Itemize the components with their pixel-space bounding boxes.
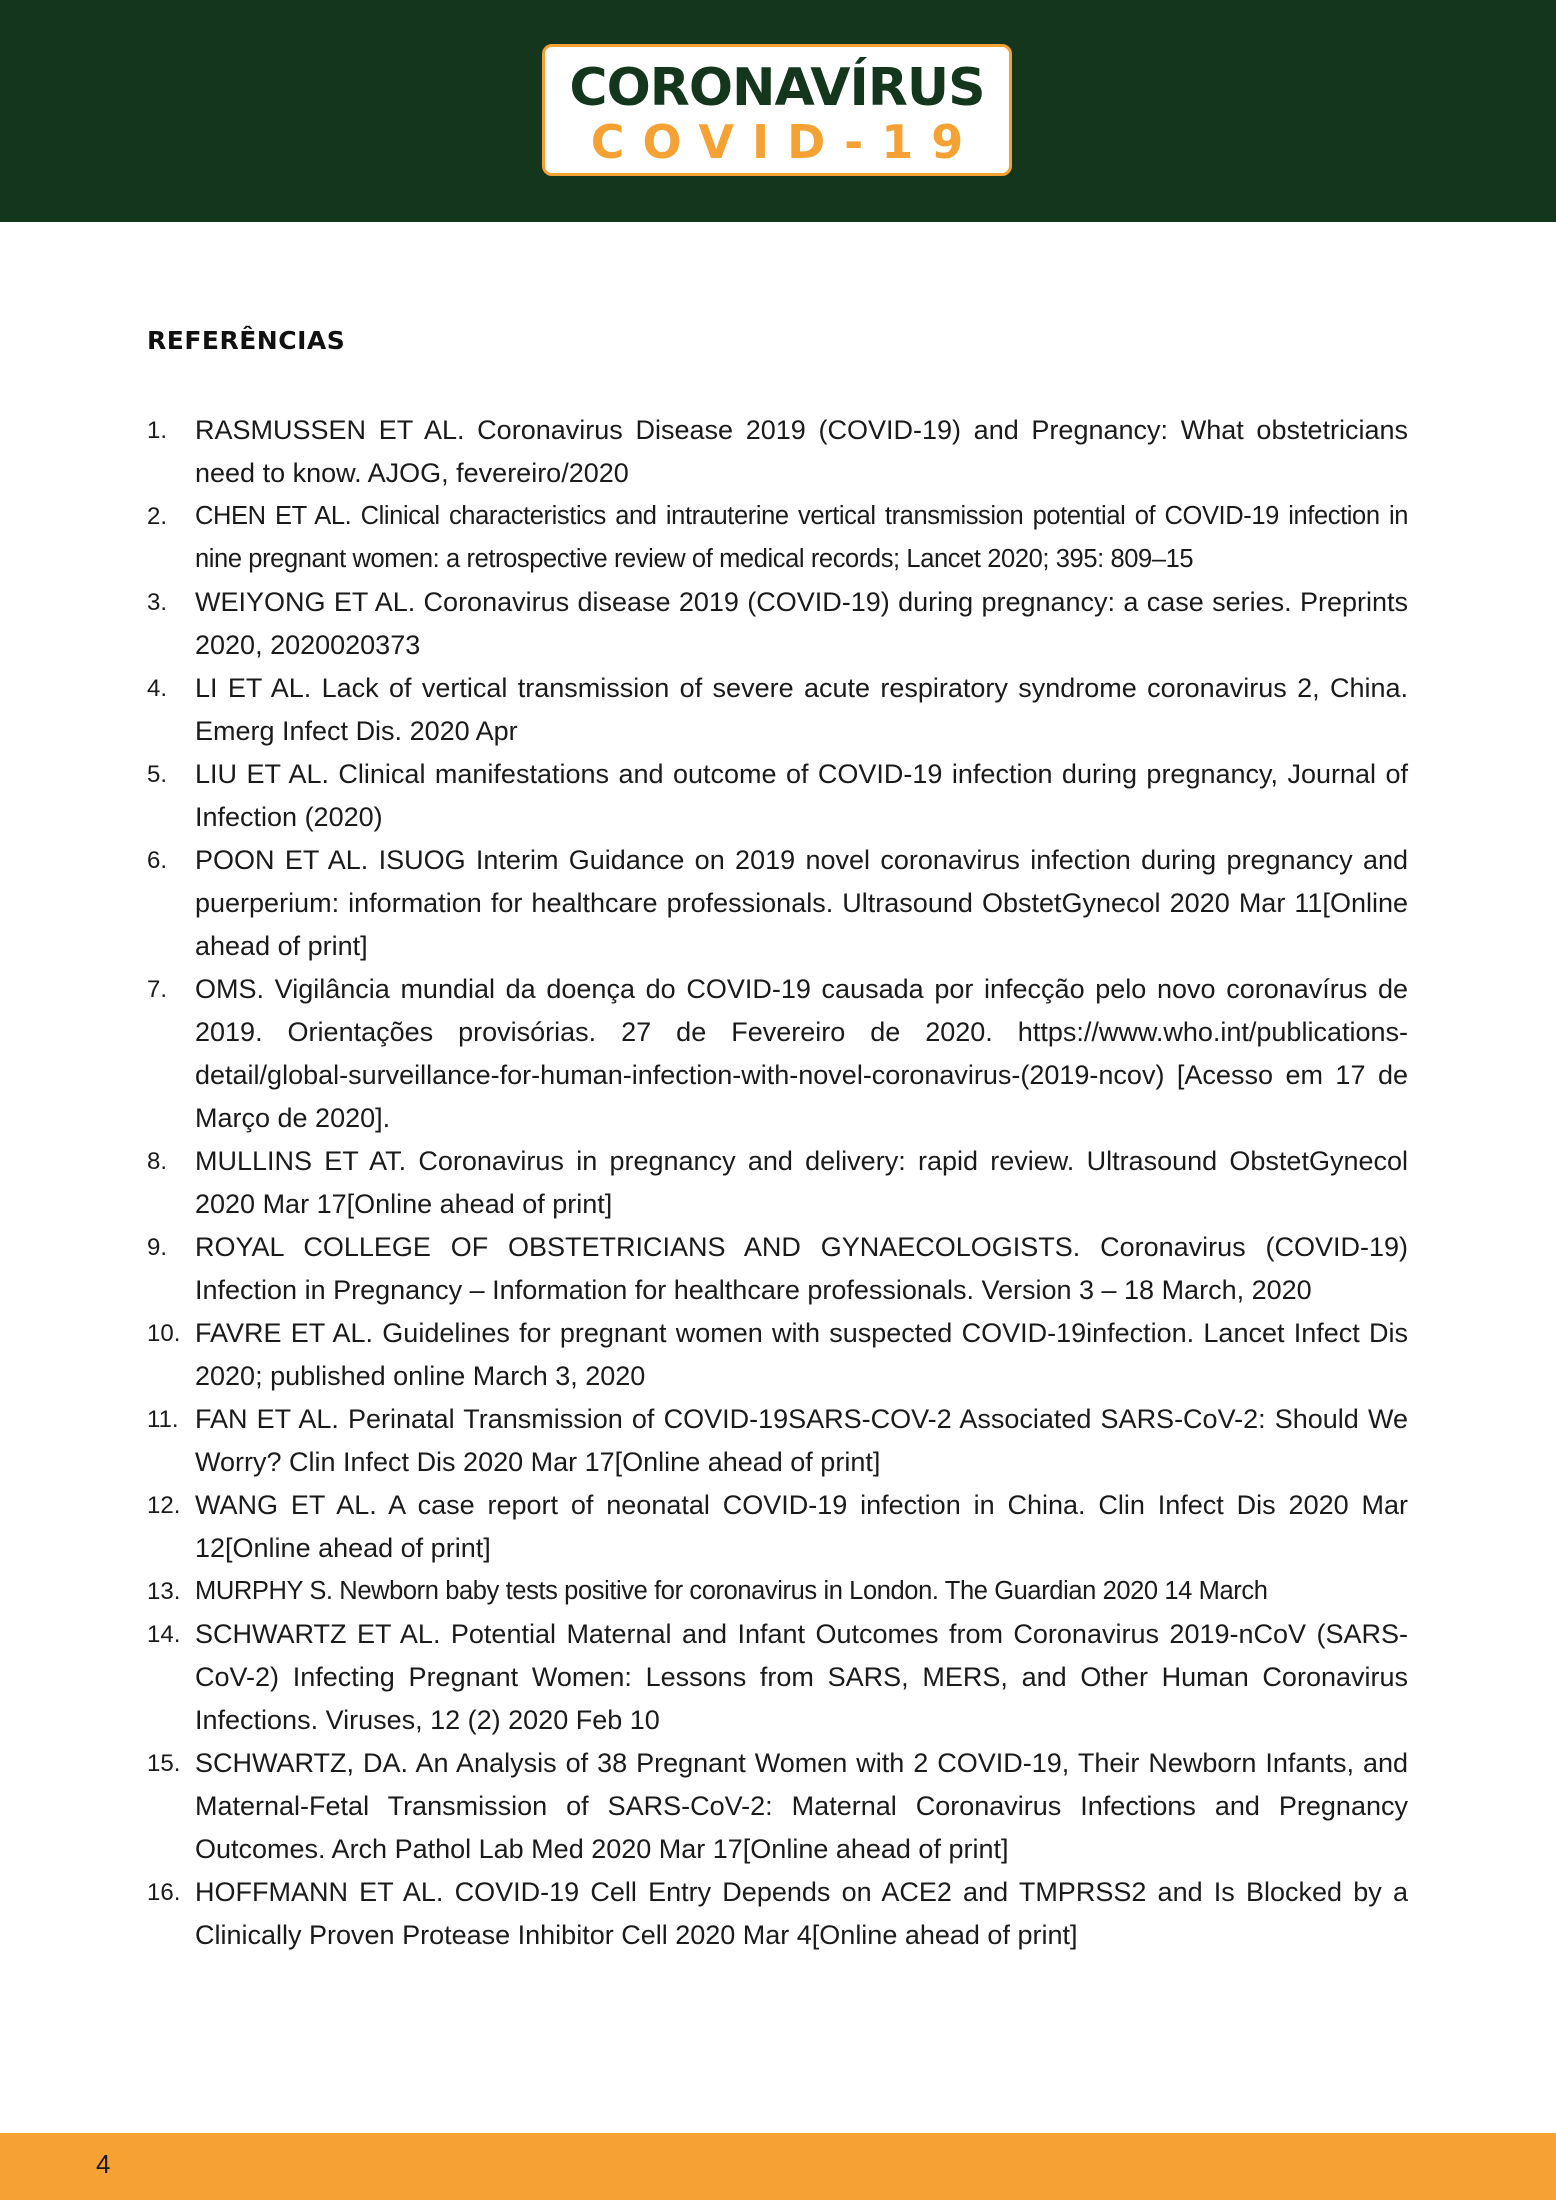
- reference-number: 12.: [147, 1492, 181, 1519]
- reference-number: 10.: [147, 1320, 181, 1347]
- reference-number: 5.: [147, 761, 168, 788]
- reference-item: [147, 1398, 1408, 1484]
- reference-number: 1.: [147, 417, 168, 444]
- reference-text: WANG ET AL. A case report of neonatal COVID-19 infection in China. Clin Infect Dis 2020 Mar 12[Online ahead of print]: [195, 1490, 1408, 1563]
- reference-number: 6.: [147, 847, 168, 874]
- reference-text: SCHWARTZ ET AL. Potential Maternal and Infant Outcomes from Coronavirus 2019-nCoV (SARS-CoV-2) Infecting Pregnant Women: Lessons from SARS, MERS, and Other Human Coronavirus Infections. Viruses, 12 (2) 2020 Feb 10: [195, 1619, 1408, 1735]
- reference-text: HOFFMANN ET AL. COVID-19 Cell Entry Depends on ACE2 and TMPRSS2 and Is Blocked by a Clinically Proven Protease Inhibitor Cell 2020 Mar 4[Online ahead of print]: [195, 1877, 1408, 1950]
- page-number: 4: [96, 2149, 111, 2179]
- reference-item: [147, 1871, 1408, 1957]
- reference-text: LI ET AL. Lack of vertical transmission of severe acute respiratory syndrome coronavirus 2, China. Emerg Infect Dis. 2020 Apr: [195, 673, 1408, 746]
- reference-number: 8.: [147, 1148, 168, 1175]
- reference-text: FAN ET AL. Perinatal Transmission of COVID-19SARS-COV-2 Associated SARS-CoV-2: Should We Worry? Clin Infect Dis 2020 Mar 17[Online ahead of print]: [195, 1404, 1408, 1477]
- reference-text: MULLINS ET AT. Coronavirus in pregnancy and delivery: rapid review. Ultrasound ObstetGynecol 2020 Mar 17[Online ahead of print]: [195, 1146, 1408, 1219]
- reference-text: POON ET AL. ISUOG Interim Guidance on 2019 novel coronavirus infection during pregnancy and puerperium: information for healthcare professionals. Ultrasound ObstetGynecol 2020 Mar 11[Online ahead of print]: [195, 845, 1408, 961]
- reference-number: 14.: [147, 1621, 181, 1648]
- logo-subtitle: COVID-19: [590, 115, 982, 169]
- section-title: REFERÊNCIAS: [147, 326, 346, 355]
- reference-text: OMS. Vigilância mundial da doença do COVID-19 causada por infecção pelo novo coronavírus de 2019. Orientações provisórias. 27 de Fevereiro de 2020. https://www.who.int/publications-detail/global-surveillance-for-human-infection-with-novel-coronavirus-(2019-ncov) [Acesso em 17 de Março de 2020].: [195, 974, 1408, 1133]
- reference-item: [147, 495, 1408, 581]
- reference-item: [147, 1742, 1408, 1871]
- reference-text: RASMUSSEN ET AL. Coronavirus Disease 2019 (COVID-19) and Pregnancy: What obstetricians need to know. AJOG, fevereiro/2020: [195, 415, 1408, 488]
- reference-number: 13.: [147, 1578, 181, 1605]
- logo-title: CORONAVÍRUS: [569, 58, 985, 118]
- coronavirus-logo: [542, 44, 1012, 176]
- reference-text: ROYAL COLLEGE OF OBSTETRICIANS AND GYNAECOLOGISTS. Coronavirus (COVID-19) Infection in Pregnancy – Information for healthcare professionals. Version 3 – 18 March, 2020: [195, 1232, 1408, 1305]
- reference-text: FAVRE ET AL. Guidelines for pregnant women with suspected COVID-19infection. Lancet Infect Dis 2020; published online March 3, 2020: [195, 1318, 1408, 1391]
- reference-item: [147, 1613, 1408, 1742]
- page-header: [0, 0, 1556, 222]
- reference-text: CHEN ET AL. Clinical characteristics and intrauterine vertical transmission potential of COVID-19 infection in nine pregnant women: a retrospective review of medical records; Lancet 2020; 395: 809–15: [195, 502, 1408, 573]
- reference-item: [147, 1226, 1408, 1312]
- reference-item: [147, 1484, 1408, 1570]
- reference-text: WEIYONG ET AL. Coronavirus disease 2019 (COVID-19) during pregnancy: a case series. Preprints 2020, 2020020373: [195, 587, 1408, 660]
- reference-number: 3.: [147, 589, 168, 616]
- reference-item: [147, 1570, 1408, 1613]
- reference-text: SCHWARTZ, DA. An Analysis of 38 Pregnant Women with 2 COVID-19, Their Newborn Infants, and Maternal-Fetal Transmission of SARS-CoV-2: Maternal Coronavirus Infections and Pregnancy Outcomes. Arch Pathol Lab Med 2020 Mar 17[Online ahead of print]: [195, 1748, 1408, 1864]
- reference-number: 4.: [147, 675, 168, 702]
- reference-item: [147, 667, 1408, 753]
- references-list: [147, 409, 1408, 1957]
- reference-item: [147, 839, 1408, 968]
- reference-number: 15.: [147, 1750, 181, 1777]
- reference-text: MURPHY S. Newborn baby tests positive for coronavirus in London. The Guardian 2020 14 March: [195, 1577, 1268, 1605]
- reference-item: [147, 1140, 1408, 1226]
- reference-text: LIU ET AL. Clinical manifestations and outcome of COVID-19 infection during pregnancy, Journal of Infection (2020): [195, 759, 1408, 832]
- reference-number: 16.: [147, 1879, 181, 1906]
- reference-item: [147, 753, 1408, 839]
- reference-number: 7.: [147, 976, 168, 1003]
- reference-item: [147, 1312, 1408, 1398]
- reference-item: [147, 581, 1408, 667]
- page-footer: [0, 2133, 1556, 2200]
- reference-item: [147, 409, 1408, 495]
- reference-number: 2.: [147, 503, 168, 530]
- reference-item: [147, 968, 1408, 1140]
- reference-number: 11.: [147, 1406, 179, 1433]
- reference-number: 9.: [147, 1234, 168, 1261]
